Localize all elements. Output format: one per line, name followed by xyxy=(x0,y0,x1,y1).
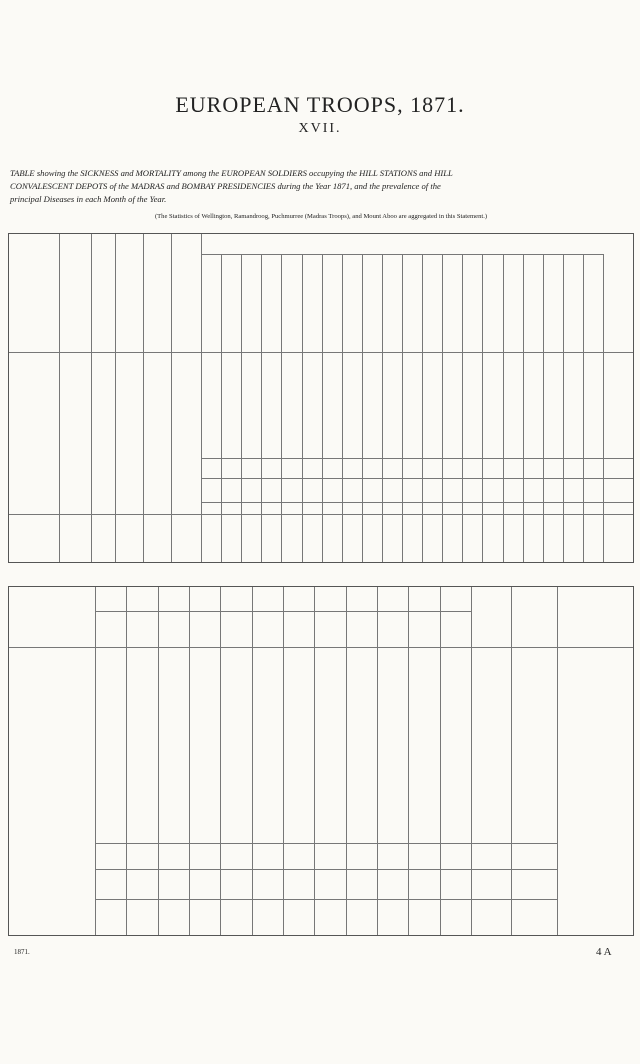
row-rule xyxy=(9,647,633,648)
column-rule xyxy=(189,587,190,935)
statistics-note: (The Statistics of Wellington, Ramandroog, Puchmurree (Madras Troops), and Mount Aboo are aggregated in this Statement.) xyxy=(154,213,488,220)
column-rule xyxy=(220,587,221,935)
column-rule xyxy=(511,587,512,935)
column-rule xyxy=(261,254,262,562)
column-rule xyxy=(482,254,483,562)
column-rule xyxy=(283,587,284,935)
column-rule xyxy=(281,254,282,562)
row-rule xyxy=(9,514,633,515)
table-caption xyxy=(10,167,632,206)
caption-line-2: CONVALESCENT DEPOTS of the MADRAS and BOMBAY PRESIDENCIES during the Year 1871, and the prevalence of the xyxy=(10,181,441,191)
column-rule xyxy=(422,254,423,562)
row-rule xyxy=(201,458,633,459)
column-rule xyxy=(115,234,116,562)
column-rule xyxy=(557,587,558,935)
column-rule xyxy=(471,587,472,935)
mortality-table xyxy=(8,233,634,563)
column-rule xyxy=(408,587,409,935)
column-rule xyxy=(126,587,127,935)
column-rule xyxy=(543,254,544,562)
row-rule xyxy=(95,611,471,612)
footer-year: 1871. xyxy=(14,948,30,956)
row-rule xyxy=(9,352,633,353)
column-rule xyxy=(158,587,159,935)
column-rule xyxy=(362,254,363,562)
row-rule xyxy=(201,478,633,479)
column-rule xyxy=(59,234,60,562)
column-rule xyxy=(382,254,383,562)
admissions-table xyxy=(8,586,634,936)
column-rule xyxy=(563,254,564,562)
column-rule xyxy=(322,254,323,562)
column-rule xyxy=(143,234,144,562)
column-rule xyxy=(583,254,584,562)
column-rule xyxy=(91,234,92,562)
row-rule xyxy=(95,843,557,844)
column-rule xyxy=(201,234,202,562)
column-rule xyxy=(377,587,378,935)
caption-line-3: principal Diseases in each Month of the Year. xyxy=(10,194,167,204)
column-rule xyxy=(603,254,604,562)
column-rule xyxy=(402,254,403,562)
column-rule xyxy=(342,254,343,562)
column-rule xyxy=(346,587,347,935)
table-number: XVII. xyxy=(298,121,342,136)
column-rule xyxy=(302,254,303,562)
column-rule xyxy=(314,587,315,935)
row-rule xyxy=(95,899,557,900)
column-rule xyxy=(462,254,463,562)
column-rule xyxy=(95,587,96,935)
row-rule xyxy=(201,502,633,503)
column-rule xyxy=(523,254,524,562)
page-title: EUROPEAN TROOPS, 1871. xyxy=(175,92,465,117)
caption-line-1: TABLE showing the SICKNESS and MORTALITY among the EUROPEAN SOLDIERS occupying the HILL STATIONS and HILL xyxy=(10,168,453,178)
column-rule xyxy=(440,587,441,935)
column-rule xyxy=(442,254,443,562)
row-rule xyxy=(201,254,603,255)
column-rule xyxy=(252,587,253,935)
row-rule xyxy=(95,869,557,870)
page-number: 4 A xyxy=(596,946,612,958)
column-rule xyxy=(171,234,172,562)
column-rule xyxy=(241,254,242,562)
column-rule xyxy=(503,254,504,562)
column-rule xyxy=(221,254,222,562)
